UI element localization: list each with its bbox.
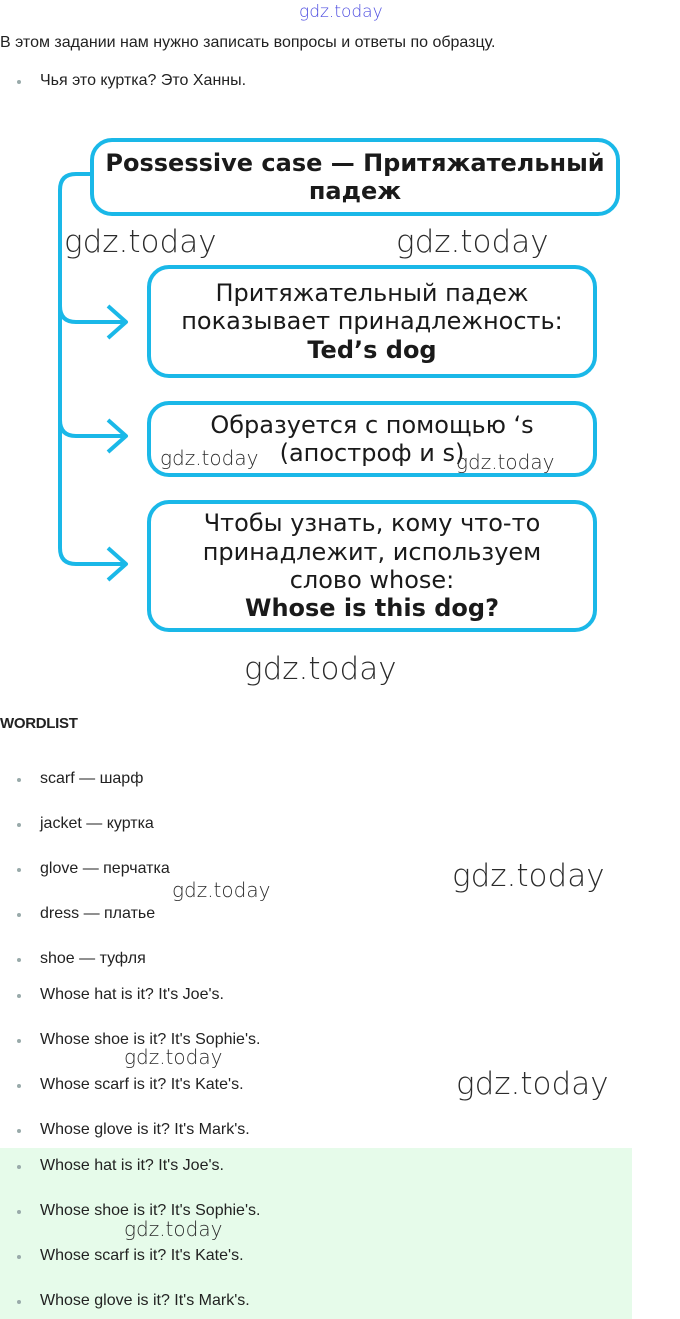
bullet-icon [17, 958, 21, 962]
diagram-box-formation: Образуется с помощью ‘s (апостроф и s) [147, 401, 597, 477]
watermark: gdz.today [124, 1045, 223, 1069]
diagram-box-meaning: Притяжательный падеж показывает принадлежность: Ted’s dog [147, 265, 597, 378]
bullet-icon [17, 823, 21, 827]
watermark: gdz.today [299, 2, 383, 22]
diagram-title-box: Possessive case — Притяжательный падеж [90, 138, 620, 216]
watermark: gdz.today [160, 446, 259, 470]
bullet-icon [17, 913, 21, 917]
bullet-icon [17, 1210, 21, 1214]
bullet-icon [17, 994, 21, 998]
watermark: gdz.today [456, 1066, 609, 1102]
bullet-icon [17, 1255, 21, 1259]
watermark: gdz.today [64, 224, 217, 260]
bullet-icon [17, 1039, 21, 1043]
bullet-icon [17, 1129, 21, 1133]
watermark: gdz.today [396, 224, 549, 260]
watermark: gdz.today [172, 878, 271, 902]
bullet-icon [17, 1300, 21, 1304]
intro-text: В этом задании нам нужно записать вопросы и ответы по образцу. [0, 34, 496, 51]
watermark: gdz.today [456, 450, 555, 474]
diagram-box-whose: Чтобы узнать, кому что-то принадлежит, используем слово whose: Whose is this dog? [147, 500, 597, 632]
watermark: gdz.today [452, 858, 605, 894]
watermark: gdz.today [244, 651, 397, 687]
bullet-icon [17, 778, 21, 782]
bullet-icon [17, 1084, 21, 1088]
watermark: gdz.today [124, 1217, 223, 1241]
wordlist-heading: WORDLIST [0, 715, 78, 732]
bullet-icon [17, 1165, 21, 1169]
bullet-icon [17, 868, 21, 872]
